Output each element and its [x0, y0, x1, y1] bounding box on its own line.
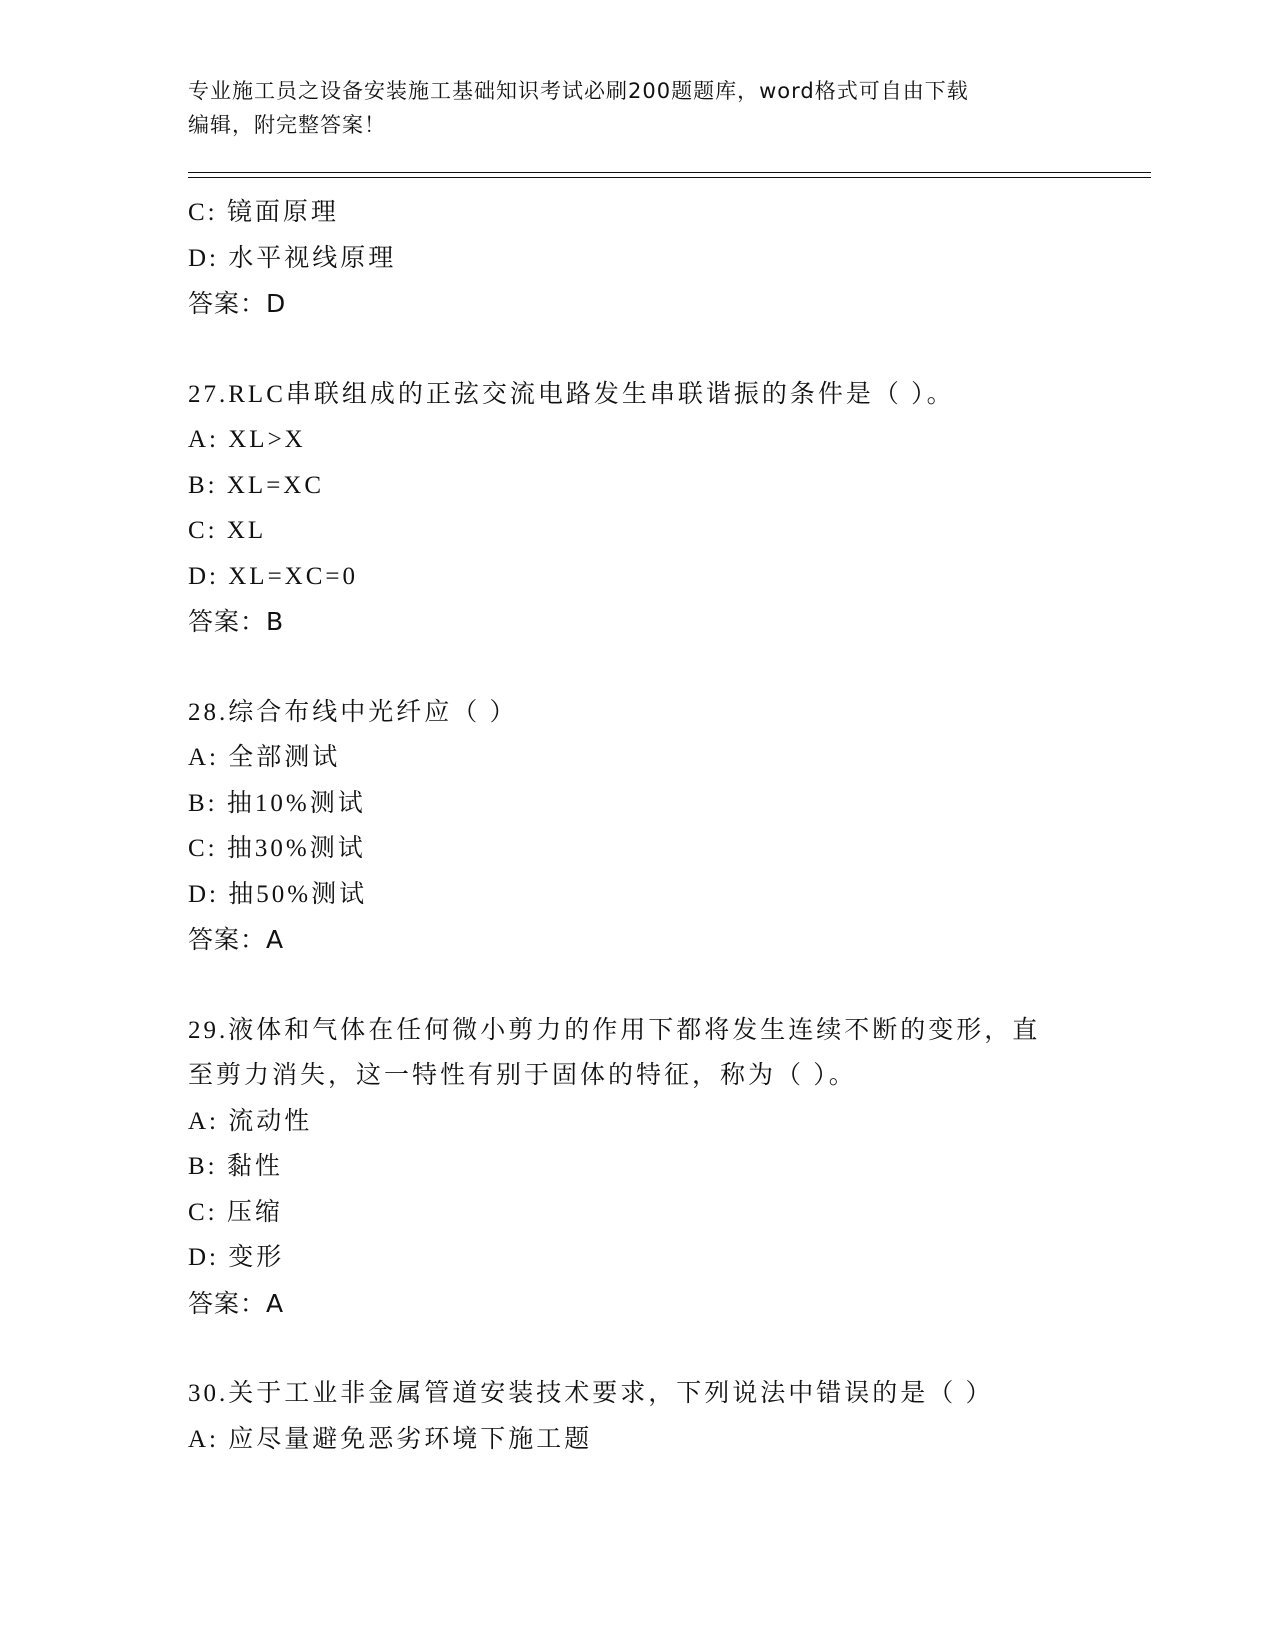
question-text-line-1: 29.液体和气体在任何微小剪力的作用下都将发生连续不断的变形，直 — [188, 1016, 1041, 1044]
document-header — [188, 74, 1088, 142]
option-b: B: XL=XC — [188, 471, 325, 499]
answer-line: 答案：B — [188, 607, 285, 636]
question-fragment-26 — [188, 190, 1108, 327]
option-a: A: 全部测试 — [188, 744, 341, 771]
header-divider-bottom — [188, 177, 1151, 178]
option-a: A: XL>X — [188, 426, 306, 453]
option-c: C: 抽30%测试 — [188, 835, 366, 862]
question-text-line-2: 至剪力消失，这一特性有别于固体的特征，称为（ ）。 — [188, 1062, 857, 1089]
option-c: C: XL — [188, 517, 267, 544]
question-30 — [188, 1371, 1108, 1462]
answer-line: 答案：A — [188, 925, 285, 954]
option-d: D: XL=XC=0 — [188, 562, 359, 590]
option-d: D: 抽50%测试 — [188, 880, 368, 908]
option-a: A: 流动性 — [188, 1107, 313, 1135]
header-line-2: 编辑，附完整答案！ — [188, 113, 386, 137]
question-text: 27.RLC串联组成的正弦交流电路发生串联谐振的条件是（ ）。 — [188, 380, 955, 408]
answer-line: 答案：A — [188, 1288, 285, 1318]
option-c: C: 压缩 — [188, 1198, 283, 1226]
answer-line: 答案：D — [188, 289, 287, 318]
option-d: D: 变形 — [188, 1244, 285, 1271]
option-d: D: 水平视线原理 — [188, 244, 397, 272]
question-27 — [188, 372, 1108, 645]
option-b: B: 抽10%测试 — [188, 789, 366, 817]
option-c: C: 镜面原理 — [188, 199, 339, 226]
question-text: 30.关于工业非金属管道安装技术要求，下列说法中错误的是（ ） — [188, 1380, 994, 1407]
option-b: B: 黏性 — [188, 1153, 283, 1180]
question-list — [188, 190, 1108, 1462]
header-line-1: 专业施工员之设备安装施工基础知识考试必刷200题题库，word格式可自由下载 — [188, 79, 969, 103]
question-29 — [188, 1008, 1108, 1327]
header-divider-top — [188, 172, 1151, 173]
question-28 — [188, 690, 1108, 963]
question-text: 28.综合布线中光纤应（ ） — [188, 698, 518, 726]
option-a: A: 应尽量避免恶劣环境下施工题 — [188, 1425, 593, 1453]
